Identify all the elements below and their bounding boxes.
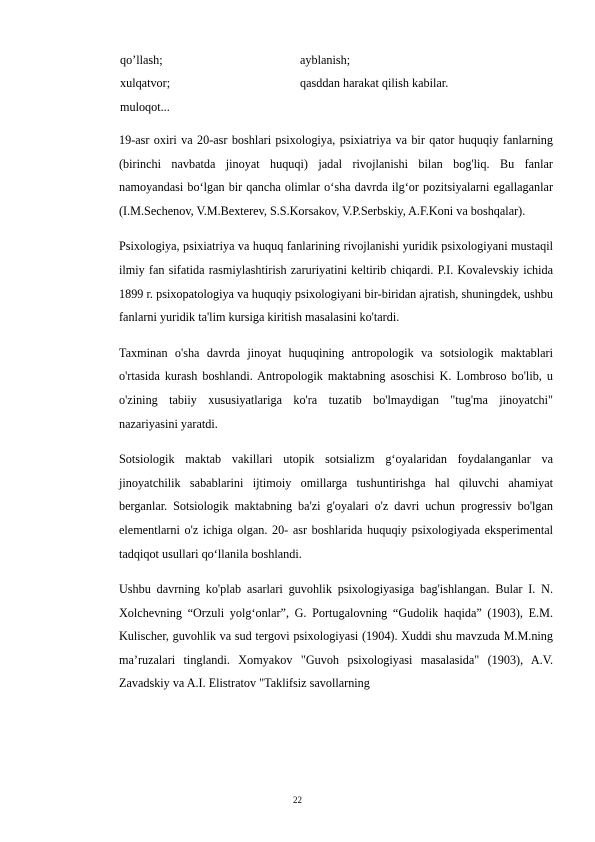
paragraph: 19-asr oxiri va 20-asr boshlari psixologiya, psixiatriya va bir qator huquqiy fanlarning (birinchi navbatda jinoyat huquqi) jadal rivojlanishi bilan bog'liq. Bu fanlar namoyandasi bo‘lgan bir qancha olimlar o‘sha davrda ilg‘or pozitsiyalarni egallaganlar (I.M.Sechenov, V.M.Bexterev, S.S.Korsakov, V.P.Serbskiy, A.F.Koni va boshqalar). bbox=[119, 133, 553, 218]
list-item-left: xulqatvor; bbox=[120, 76, 171, 90]
list-item-right: ayblanish; bbox=[300, 53, 351, 67]
list-row bbox=[120, 53, 351, 67]
paragraph: Ushbu davrning ko'plab asarlari guvohlik psixologiyasiga bag'ishlangan. Bular I. N. Xolchevning “Orzuli yolg‘onlar”, G. Portugalovning “Gudolik haqida” (1903), E.M. Kulischer, guvohlik va sud tergovi psixologiyasi (1904). Xuddi shu mavzuda M.M.ning ma’ruzalari tinglandi. Xomyakov "Guvoh psixologiyasi masalasida" (1903), A.V. Zavadskiy va A.I. Elistratov "Taklifsiz savollarning bbox=[119, 582, 553, 691]
paragraph: Sotsiologik maktab vakillari utopik sotsializm g‘oyalaridan foydalanganlar va jinoyatchilik sabablarini ijtimoiy omillarga tushuntirishga hal qiluvchi ahamiyat berganlar. Sotsiologik maktabning ba'zi g'oyalari o'z davri uchun progressiv bo'lgan elementlarni o'z ichiga olgan. 20- asr boshlarida huquqiy psixologiyada eksperimental tadqiqot usullari qo‘llanila boshlandi. bbox=[119, 452, 553, 561]
paragraph: Psixologiya, psixiatriya va huquq fanlarining rivojlanishi yuridik psixologiyani mustaqil ilmiy fan sifatida rasmiylashtirish zaruriyatini keltirib chiqardi. P.I. Kovalevskiy ichida 1899 r. psixopatologiya va huquqiy psixologiyani bir-biridan ajratish, shuningdek, ushbu fanlarni yuridik ta'lim kursiga kiritish masalasini ko'tardi. bbox=[119, 239, 553, 325]
list-item-left: qo’llash; bbox=[120, 53, 163, 67]
list-row bbox=[120, 76, 449, 90]
list-row bbox=[120, 100, 170, 114]
paragraph: Taxminan o'sha davrda jinoyat huquqining antropologik va sotsiologik maktablari o'rtasida kurash boshlandi. Antropologik maktabning asoschisi K. Lombroso bo'lib, u o'zining tabiiy xususiyatlariga ko'ra tuzatib bo'lmaydigan "tug'ma jinoyatchi" nazariyasini yaratdi. bbox=[119, 345, 553, 431]
list-item-right: qasddan harakat qilish kabilar. bbox=[300, 76, 449, 90]
page-number: 22 bbox=[293, 795, 302, 805]
body-text bbox=[119, 129, 553, 708]
list-item-left: muloqot... bbox=[120, 100, 170, 114]
